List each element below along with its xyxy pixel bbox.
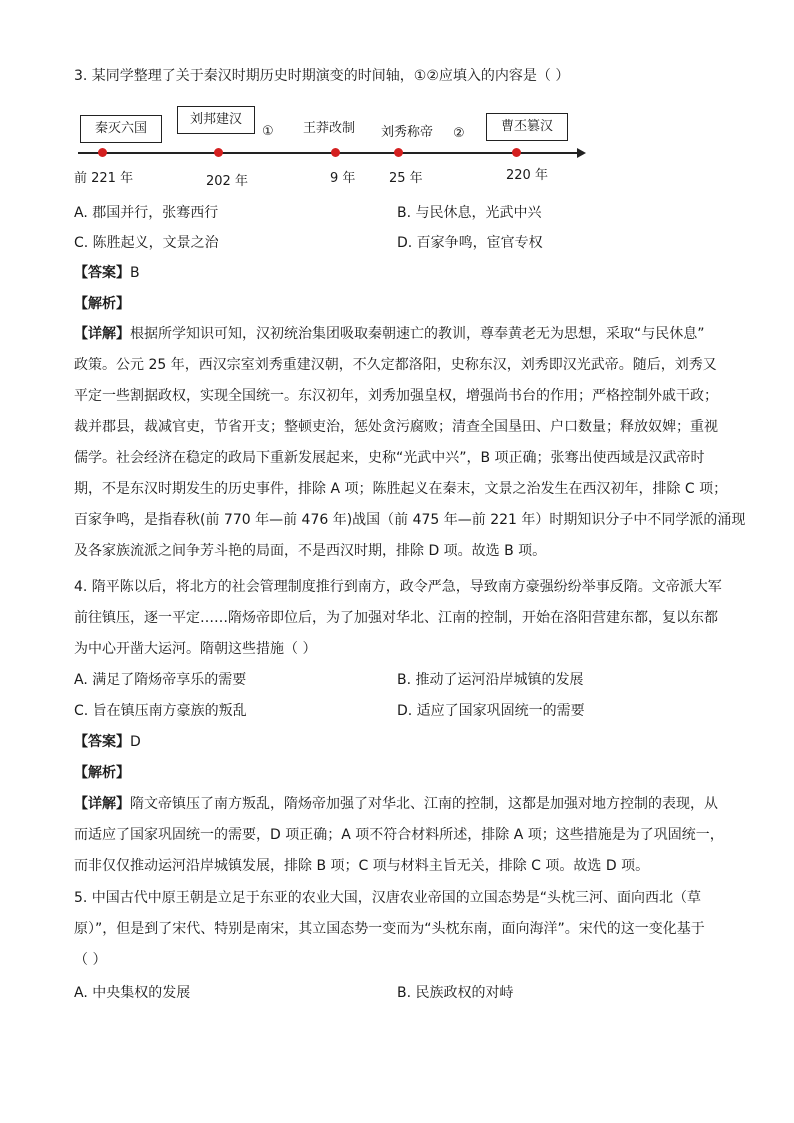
q3-detail-line: 政策。公元 25 年，西汉宗室刘秀重建汉朝，不久定都洛阳，史称东汉，刘秀即汉光武帝。随后，刘秀又 bbox=[74, 357, 717, 373]
q3-detail-line: 儒学。社会经济在稳定的政局下重新发展起来，史称“光武中兴”，B 项正确；张骞出使西域是汉武帝时 bbox=[74, 450, 705, 466]
q3-detail-line: 裁并郡县，裁减官吏，节省开支；整顿吏治，惩处贪污腐败；清查全国垦田、户口数量；释放奴婢；重视 bbox=[74, 419, 718, 435]
analysis-label: 解析 bbox=[88, 765, 116, 781]
timeline-arrow-icon bbox=[577, 148, 586, 158]
timeline-event-liuxiu: 刘秀称帝 bbox=[381, 125, 434, 140]
q3-option-c: C. 陈胜起义，文景之治 bbox=[74, 235, 219, 251]
q3-option-d: D. 百家争鸣，宦官专权 bbox=[397, 235, 543, 251]
detail-label: 详解 bbox=[88, 796, 116, 812]
q3-answer-value: B bbox=[130, 265, 140, 281]
timeline-box-liubang: 刘邦建汉 bbox=[177, 106, 255, 134]
q4-detail-line: 而非仅仅推动运河沿岸城镇发展，排除 B 项；C 项与材料主旨无关，排除 C 项。故选 D 项。 bbox=[74, 858, 650, 874]
q3-detail-line: 【详解】根据所学知识可知，汉初统治集团吸取秦朝速亡的教训，尊奉黄老无为思想，采取“与民休息” bbox=[74, 326, 705, 342]
analysis-label: 解析 bbox=[88, 296, 116, 312]
q4-detail-line: 【详解】隋文帝镇压了南方叛乱，隋炀帝加强了对华北、江南的控制，这都是加强对地方控制的表现，从 bbox=[74, 796, 718, 812]
q3-detail-line: 期，不是东汉时期发生的历史事件，排除 A 项；陈胜起义在秦末，文景之治发生在西汉初年，排除 C 项； bbox=[74, 481, 728, 497]
timeline-year: 9 年 bbox=[330, 171, 356, 186]
q3-analysis: 【解析】 bbox=[74, 296, 130, 312]
q4-stem-line: 为中心开凿大运河。隋朝这些措施（ ） bbox=[74, 641, 317, 657]
timeline-dot bbox=[214, 148, 223, 157]
q3-answer: 【答案】B bbox=[74, 265, 140, 281]
q4-detail-line: 而适应了国家巩固统一的需要，D 项正确；A 项不符合材料所述，排除 A 项；这些措施是为了巩固统一， bbox=[74, 827, 724, 843]
timeline-year: 前 221 年 bbox=[74, 171, 134, 186]
q3-option-a: A. 郡国并行，张骞西行 bbox=[74, 205, 219, 221]
q4-option-b: B. 推动了运河沿岸城镇的发展 bbox=[397, 672, 584, 688]
detail-label: 详解 bbox=[88, 326, 116, 342]
timeline-year: 25 年 bbox=[389, 171, 423, 186]
q4-stem-line: 4. 隋平陈以后，将北方的社会管理制度推行到南方，政令严急，导致南方豪强纷纷举事反隋。文帝派大军 bbox=[74, 579, 722, 595]
timeline-box-caopi: 曹丕篡汉 bbox=[486, 113, 568, 141]
q5-option-b: B. 民族政权的对峙 bbox=[397, 985, 514, 1001]
timeline-dot bbox=[394, 148, 403, 157]
q4-analysis: 【解析】 bbox=[74, 765, 130, 781]
q4-answer-value: D bbox=[130, 734, 141, 750]
q5-option-a: A. 中央集权的发展 bbox=[74, 985, 191, 1001]
q5-stem-line: 5. 中国古代中原王朝是立足于东亚的农业大国，汉唐农业帝国的立国态势是“头枕三河、面向西北（草 bbox=[74, 890, 702, 906]
timeline-marker-1: ① bbox=[262, 124, 274, 139]
q4-stem-line: 前往镇压，逐一平定……隋炀帝即位后，为了加强对华北、江南的控制，开始在洛阳营建东都，复以东都 bbox=[74, 610, 718, 626]
q4-option-d: D. 适应了国家巩固统一的需要 bbox=[397, 703, 585, 719]
timeline-dot bbox=[512, 148, 521, 157]
q4-option-a: A. 满足了隋炀帝享乐的需要 bbox=[74, 672, 247, 688]
timeline-dot bbox=[331, 148, 340, 157]
q5-stem-line: （ ） bbox=[74, 952, 107, 968]
q3-option-b: B. 与民休息，光武中兴 bbox=[397, 205, 542, 221]
timeline-box-qin: 秦灭六国 bbox=[80, 115, 162, 143]
timeline-dot bbox=[98, 148, 107, 157]
q4-answer: 【答案】D bbox=[74, 734, 141, 750]
timeline-marker-2: ② bbox=[453, 126, 465, 141]
timeline-year: 202 年 bbox=[206, 174, 248, 189]
q3-detail-line: 百家争鸣，是指春秋(前 770 年—前 476 年)战国（前 475 年—前 221 年）时期知识分子中不同学派的涌现 bbox=[74, 512, 746, 528]
q3-stem: 3. 某同学整理了关于秦汉时期历史时期演变的时间轴，①②应填入的内容是（ ） bbox=[74, 68, 570, 84]
q5-stem-line: 原）”，但是到了宋代、特别是南宋，其立国态势一变而为“头枕东南，面向海洋”。宋代的这一变化基于 bbox=[74, 921, 705, 937]
timeline bbox=[0, 0, 794, 200]
q3-detail-line: 及各家族流派之间争芳斗艳的局面，不是西汉时期，排除 D 项。故选 B 项。 bbox=[74, 543, 547, 559]
q3-detail-line: 平定一些割据政权，实现全国统一。东汉初年，刘秀加强皇权，增强尚书台的作用；严格控制外戚干政； bbox=[74, 388, 718, 404]
q4-option-c: C. 旨在镇压南方豪族的叛乱 bbox=[74, 703, 247, 719]
timeline-year: 220 年 bbox=[506, 168, 548, 183]
answer-label: 答案 bbox=[88, 734, 116, 750]
timeline-axis bbox=[78, 152, 578, 154]
timeline-event-wangmang: 王莽改制 bbox=[303, 121, 356, 136]
answer-label: 答案 bbox=[88, 265, 116, 281]
